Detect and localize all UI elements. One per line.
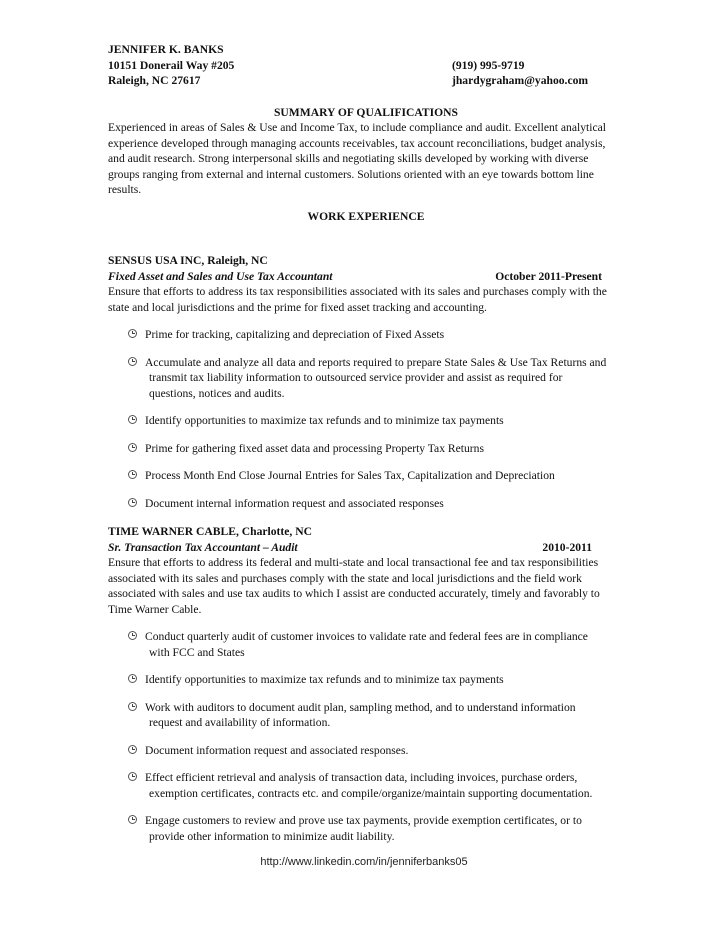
bullet-item [108, 441, 624, 457]
bullet-text: Effect efficient retrieval and analysis of transaction data, including invoices, purchase orders, [145, 771, 578, 784]
work-experience-heading: WORK EXPERIENCE [307, 209, 425, 223]
job-description-line: Ensure that efforts to address its tax responsibilities associated with its sales and purchases comply with the [108, 285, 607, 298]
company-name: TIME WARNER CABLE, Charlotte, NC [108, 525, 312, 538]
contact-header [108, 42, 624, 89]
bullet-item [108, 413, 624, 429]
job-title: Sr. Transaction Tax Accountant – Audit [108, 540, 298, 554]
city-state-zip: Raleigh, NC 27617 [108, 74, 201, 87]
job-bullet-list [108, 629, 624, 844]
clock-icon [128, 815, 137, 824]
bullet-text-continued: transmit tax liability information to outsourced service provider and assist as required for [149, 371, 563, 384]
bullet-text: Conduct quarterly audit of customer invoices to validate rate and federal fees are in compliance [145, 630, 588, 643]
contact-row-1 [108, 58, 624, 74]
summary-paragraph [108, 120, 624, 198]
clock-icon [128, 415, 137, 424]
clock-icon [128, 702, 137, 711]
job-title: Fixed Asset and Sales and Use Tax Accountant [108, 269, 333, 283]
job-description-line: associated with its sales and purchases comply with the state and local jurisdictions and the field work [108, 571, 582, 585]
job-description [108, 284, 624, 315]
job-title-row [108, 269, 624, 285]
bullet-text: Prime for tracking, capitalizing and depreciation of Fixed Assets [145, 328, 445, 341]
clock-icon [128, 631, 137, 640]
job-description-line: state and local jurisdictions and the prime for fixed asset tracking and accounting. [108, 300, 487, 314]
bullet-text-continued: with FCC and States [149, 645, 245, 659]
bullet-item [108, 700, 624, 731]
phone-number: (919) 995-9719 [452, 58, 525, 72]
summary-line: and audit research. Strong interpersonal skills and negotiating skills developed by working with diverse [108, 152, 589, 165]
bullet-text-continued: questions, notices and audits. [149, 386, 285, 400]
clock-icon [128, 745, 137, 754]
clock-icon [128, 498, 137, 507]
summary-line: experience developed through managing accounts receivables, tax account reconciliations, budget analysis, [108, 136, 606, 150]
job-entry-time-warner [108, 524, 624, 844]
bullet-item [108, 327, 624, 343]
job-dates: 2010-2011 [542, 540, 592, 554]
summary-line: results. [108, 183, 142, 196]
bullet-text: Document information request and associated responses. [145, 743, 409, 757]
email-address: jhardygraham@yahoo.com [452, 74, 589, 87]
resume-page [108, 42, 624, 856]
job-description-line: associated with sales and use tax audits to which I assist are conducted accurately, timely and favorably to [108, 587, 600, 600]
job-bullet-list [108, 327, 624, 511]
bullet-item [108, 468, 624, 484]
bullet-item [108, 770, 624, 801]
clock-icon [128, 772, 137, 781]
bullet-text: Identify opportunities to maximize tax refunds and to minimize tax payments [145, 414, 504, 427]
bullet-text-continued: provide other information to minimize audit liability. [149, 829, 395, 843]
job-description [108, 555, 624, 617]
job-title-row [108, 540, 624, 556]
bullet-text: Process Month End Close Journal Entries for Sales Tax, Capitalization and Depreciation [145, 469, 555, 482]
job-dates: October 2011-Present [495, 269, 602, 283]
applicant-name: JENNIFER K. BANKS [108, 43, 224, 56]
bullet-text-continued: request and availability of information. [149, 716, 331, 729]
company-name: SENSUS USA INC, Raleigh, NC [108, 254, 268, 267]
bullet-text: Identify opportunities to maximize tax refunds and to minimize tax payments [145, 673, 504, 686]
bullet-item [108, 743, 624, 759]
bullet-item [108, 355, 624, 402]
bullet-text: Prime for gathering fixed asset data and processing Property Tax Returns [145, 441, 484, 455]
summary-heading: SUMMARY OF QUALIFICATIONS [273, 105, 459, 119]
bullet-text: Work with auditors to document audit plan, sampling method, and to understand information [145, 700, 576, 714]
bullet-text: Document internal information request and associated responses [145, 496, 444, 510]
bullet-text: Accumulate and analyze all data and reports required to prepare State Sales & Use Tax Returns and [145, 355, 607, 369]
street-address: 10151 Donerail Way #205 [108, 58, 235, 72]
summary-line: Experienced in areas of Sales & Use and Income Tax, to include compliance and audit. Excellent analytical [108, 121, 606, 134]
clock-icon [128, 443, 137, 452]
job-description-line: Time Warner Cable. [108, 602, 202, 616]
bullet-text: Engage customers to review and prove use tax payments, provide exemption certificates, or to [145, 814, 582, 827]
clock-icon [128, 674, 137, 683]
clock-icon [128, 329, 137, 338]
contact-row-2 [108, 73, 624, 89]
bullet-text-continued: exemption certificates, contracts etc. and compile/organize/maintain supporting documentation. [149, 786, 593, 800]
linkedin-url[interactable]: http://www.linkedin.com/in/jenniferbanks05 [260, 856, 468, 868]
bullet-item [108, 496, 624, 512]
job-description-line: Ensure that efforts to address its federal and multi-state and local transactional fee and tax responsibilities [108, 556, 599, 569]
bullet-item [108, 629, 624, 660]
bullet-item [108, 813, 624, 844]
clock-icon [128, 470, 137, 479]
clock-icon [128, 357, 137, 366]
bullet-item [108, 672, 624, 688]
summary-line: groups ranging from external and internal customers. Solutions oriented with an eye towards bottom line [108, 167, 594, 181]
job-entry-sensus [108, 253, 624, 511]
